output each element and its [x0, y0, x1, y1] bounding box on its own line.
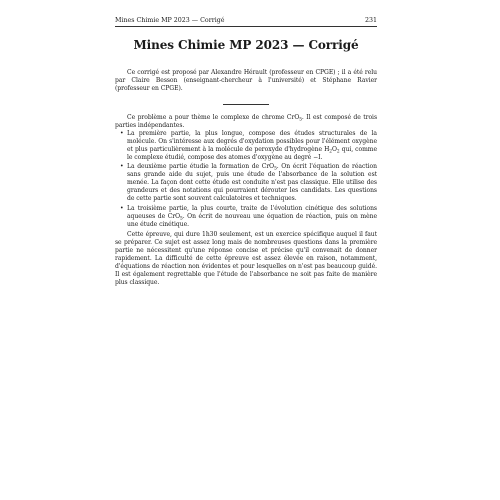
part-2-text-after: . On écrit l'équation de réaction sans grande aide du sujet, puis une étude de l'absorbance de la solution est menée. La façon dont cette étude est conduite n'est pas classique. Elle utilise des grandeurs et des notations qui pourraient dérouter les candidats. Les questions de cette partie sont souvent calculatoires et techniques.	[127, 163, 377, 203]
list-item-part-2	[127, 163, 377, 203]
list-item-part-3	[127, 205, 377, 229]
list-item-part-1	[127, 130, 377, 162]
part-3-text-before: La troisième partie, la plus courte, traite de l'évolution cinétique des solutions aqueuses de CrO	[127, 204, 377, 220]
page-title: Mines Chimie MP 2023 — Corrigé	[133, 38, 359, 52]
parts-list	[115, 130, 377, 229]
part-2-text-before: La deuxième partie étudie la formation de CrO	[127, 163, 275, 171]
running-title: Mines Chimie MP 2023 — Corrigé	[115, 17, 225, 24]
theme-text-after: . Il est composé de trois parties indépendantes.	[115, 114, 377, 130]
intro-text: Ce corrigé est proposé par Alexandre Hérault (professeur en CPGE) ; il a été relu par Claire Besson (enseignant-chercheur à l'université) et Stéphane Ravier (professeur en CPGE).	[115, 69, 377, 93]
part-2-subscript: 5	[274, 166, 277, 172]
theme-text-before: Ce problème a pour thème le complexe de chrome CrO	[127, 114, 300, 121]
part-3-text-after: . On écrit de nouveau une équation de réaction, puis on mène une étude cinétique.	[127, 212, 377, 228]
page-number: 231	[364, 17, 377, 24]
part-1-subscript-1: 2	[329, 149, 332, 155]
closing-paragraph: Cette épreuve, qui dure 1h30 seulement, est un exercice spécifique auquel il faut se préparer. Ce sujet est assez long mais de nombreuses questions dans la première partie ne nécessitent qu'une réponse concise et précise qu'il convenait de donner rapidement. La difficulté de cette épreuve est assez élevée en raison, notamment, d'équations de réaction non évidentes et pour lesquelles on n'est pas beaucoup guidé. Il est également regrettable que l'étude de l'absorbance ne soit pas faite de manière plus classique.	[115, 230, 377, 286]
part-1-text-mid: O	[331, 146, 337, 154]
theme-subscript: 5	[299, 117, 302, 123]
separator-rule	[223, 104, 269, 105]
theme-paragraph	[115, 114, 377, 130]
content-section	[115, 114, 377, 287]
part-1-subscript-2: 2	[336, 149, 340, 155]
running-header	[115, 16, 377, 27]
part-1-text-before: La première partie, la plus longue, compose des études structurales de la molécule. On s'intéresse aux degrés d'oxydation possibles pour l'élément oxygène et plus particulièrement à la molécule de peroxyde d'hydrogène H	[127, 130, 377, 154]
part-1-text-after: qui, comme le complexe étudié, compose des atomes d'oxygène au degré −I.	[127, 146, 377, 162]
intro-paragraph	[115, 69, 377, 93]
part-3-subscript: 5	[180, 216, 183, 222]
